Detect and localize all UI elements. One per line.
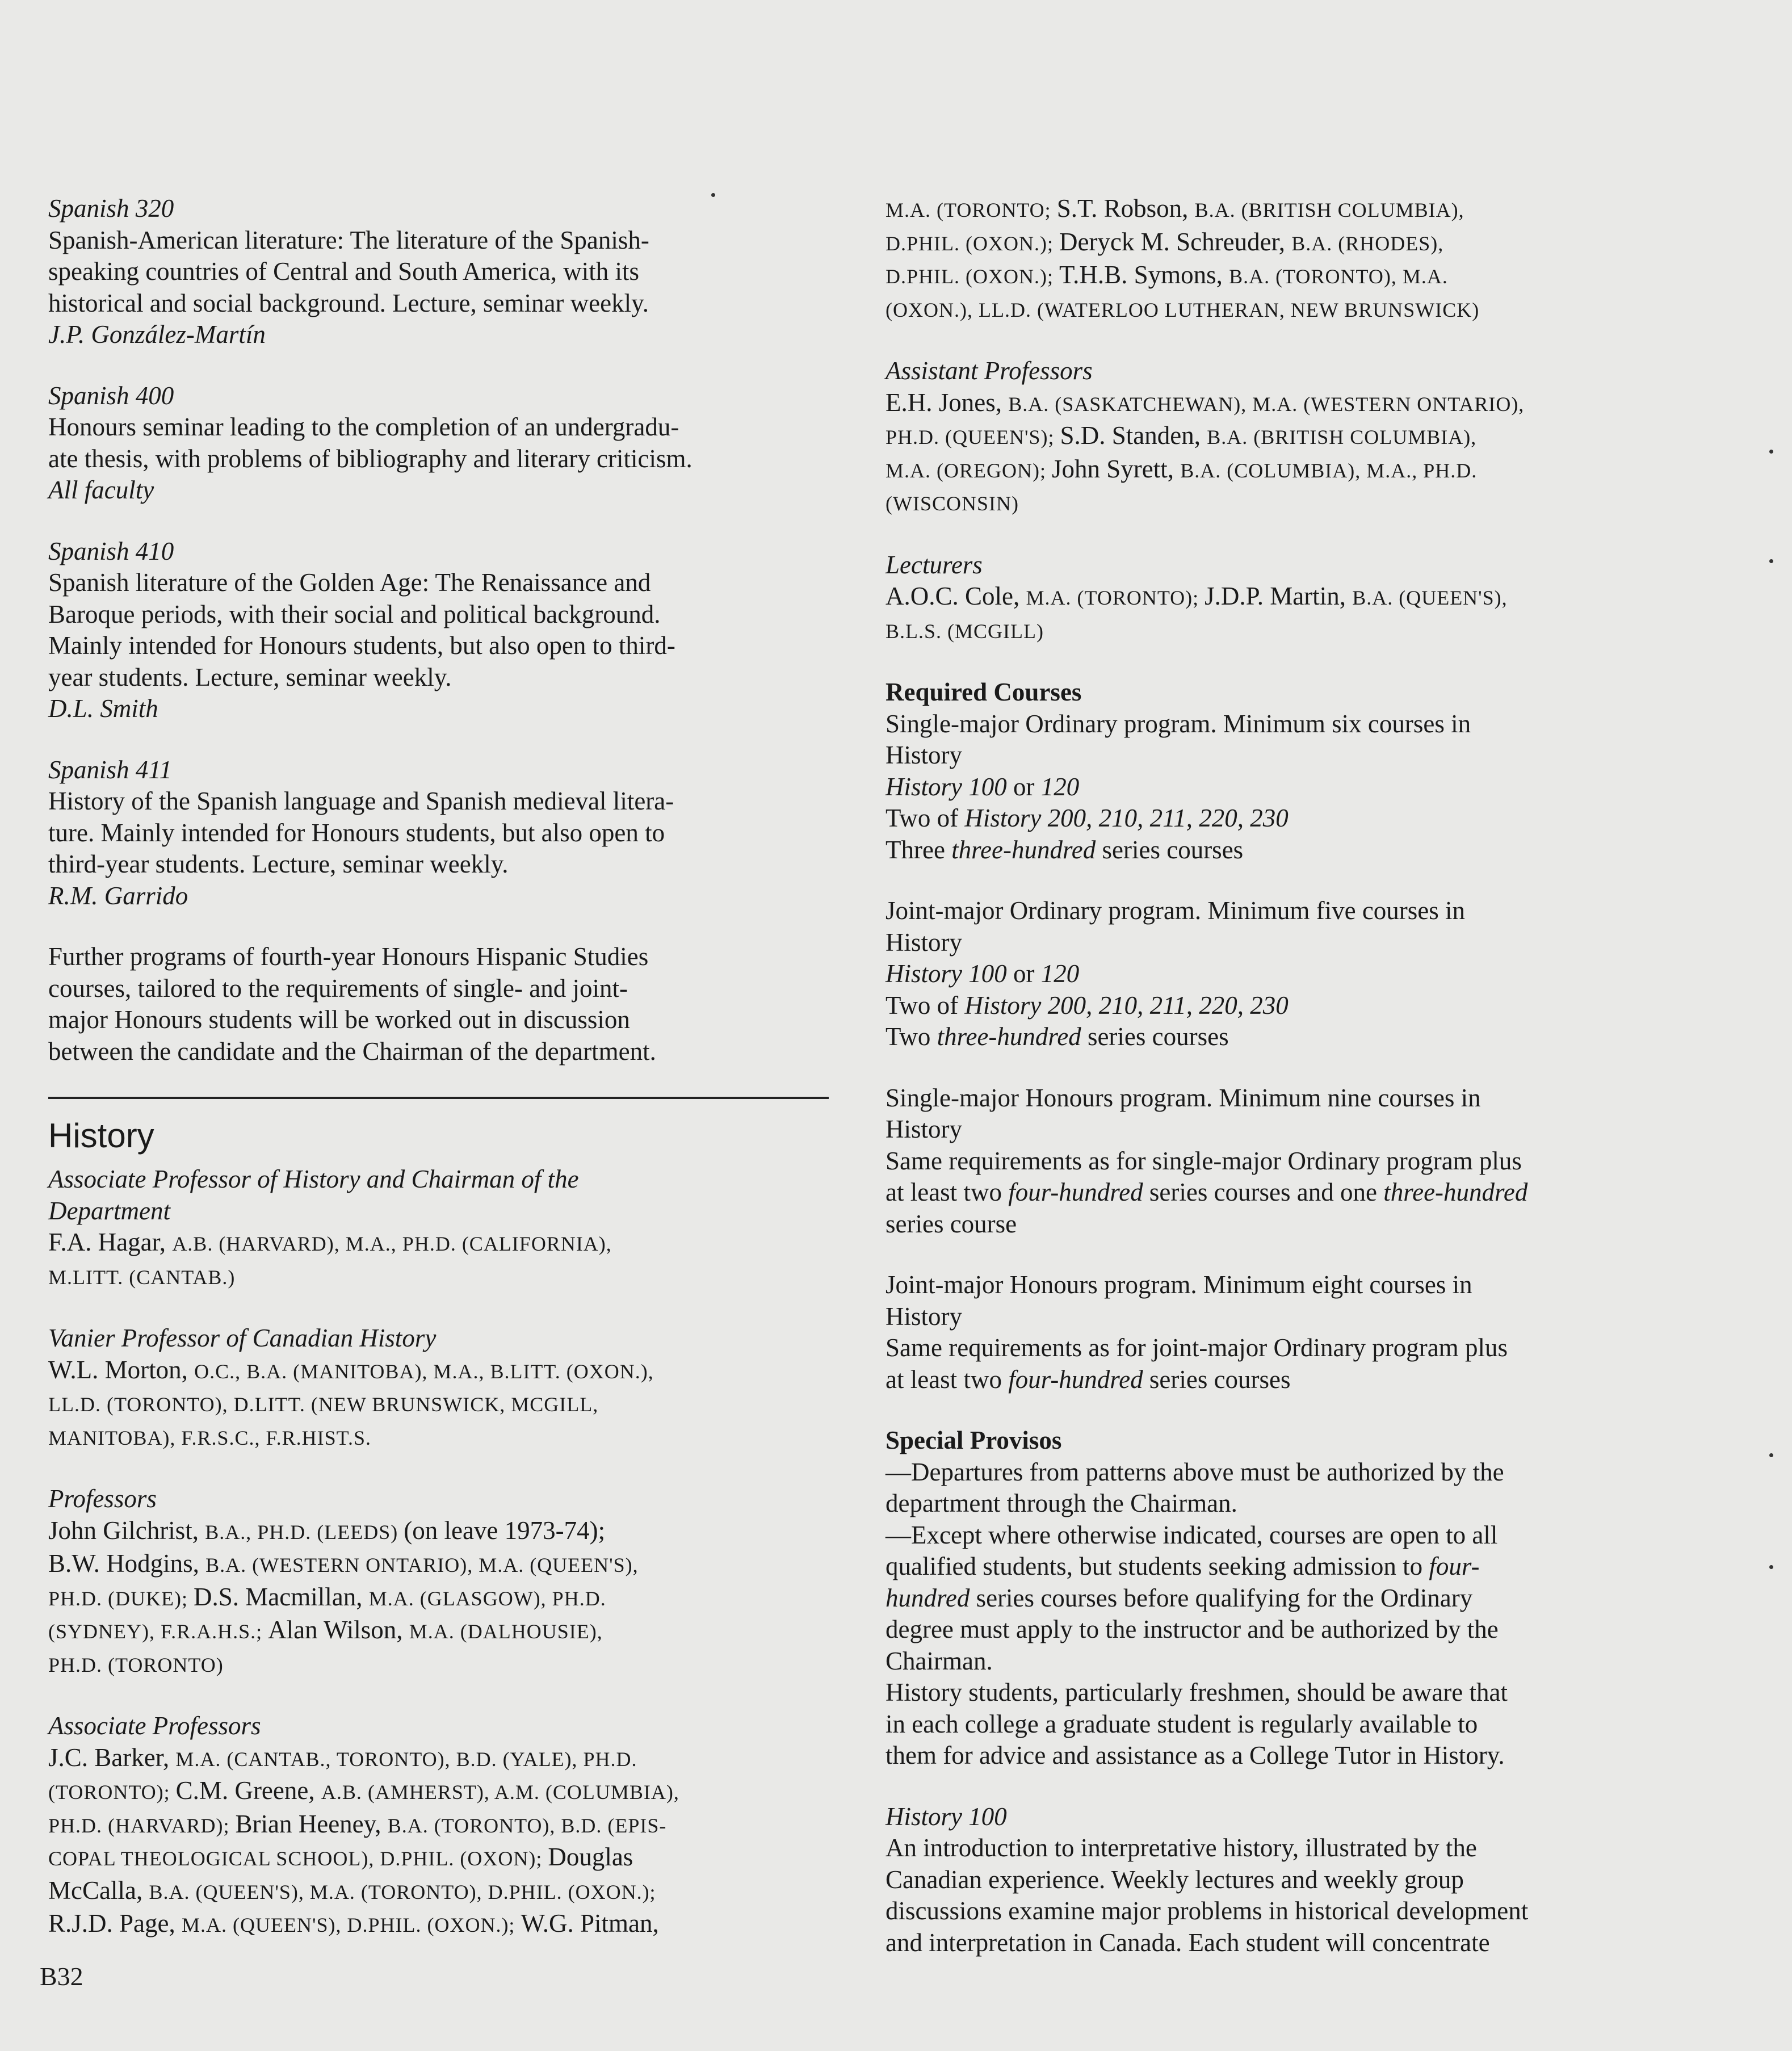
credentials: M.A. (OREGON);	[885, 459, 1052, 482]
credentials: B.A. (WESTERN ONTARIO), M.A. (QUEEN'S),	[205, 1554, 639, 1576]
text-line	[48, 1260, 837, 1294]
text-segment: B.W. Hodgins,	[48, 1549, 206, 1578]
text-line	[885, 259, 1697, 293]
text-segment: and interpretation in Canada. Each student will concentrate	[885, 1928, 1490, 1957]
text-segment: Three	[885, 835, 952, 864]
text-line: Baroque periods, with their social and political background.	[48, 599, 661, 628]
text-line	[885, 927, 1697, 959]
page-number: B32	[40, 1962, 83, 1991]
text-segment: J.D.P. Martin,	[1205, 582, 1353, 610]
subheading: Required Courses	[885, 678, 1082, 706]
text-line	[48, 1548, 837, 1582]
text-line	[885, 420, 1697, 454]
course-heading: Spanish 320	[48, 194, 174, 223]
text-segment: four-hundred	[1008, 1178, 1149, 1206]
text-line	[885, 293, 1697, 326]
text-segment: Douglas	[548, 1843, 633, 1871]
text-line	[885, 581, 1697, 614]
credentials: M.A. (GLASGOW), PH.D.	[368, 1587, 606, 1610]
text-segment: Same requirements as for single-major Ordinary program plus	[885, 1146, 1522, 1175]
text-line: J.P. González-Martín	[48, 320, 266, 349]
text-line	[885, 355, 1697, 387]
course-entry	[48, 536, 837, 725]
text-segment: History students, particularly freshmen, should be aware that	[885, 1678, 1508, 1706]
text-line	[885, 1209, 1697, 1240]
text-segment: An introduction to interpretative history, illustrated by the	[885, 1834, 1477, 1862]
content-block	[885, 1425, 1697, 1772]
text-line	[885, 1083, 1697, 1114]
credentials: B.A. (BRITISH COLUMBIA),	[1207, 426, 1477, 448]
text-segment: Assistant Professors	[885, 356, 1093, 385]
text-line: speaking countries of Central and South America, with its	[48, 257, 640, 286]
text-segment: History 100	[885, 959, 1013, 988]
course-heading: Spanish 411	[48, 755, 172, 784]
credentials: B.A. (TORONTO), M.A.	[1229, 265, 1448, 288]
text-line	[48, 1227, 837, 1260]
text-segment: F.A. Hagar,	[48, 1228, 173, 1256]
text-segment: R.J.D. Page,	[48, 1909, 182, 1937]
text-line	[48, 1323, 837, 1354]
text-line	[885, 486, 1697, 520]
text-segment: D.S. Macmillan,	[193, 1582, 369, 1611]
credentials: (WISCONSIN)	[885, 492, 1019, 515]
text-line	[885, 1864, 1697, 1896]
credentials: A.B. (AMHERST), A.M. (COLUMBIA),	[321, 1781, 679, 1803]
text-segment: 120	[1040, 772, 1080, 801]
text-line	[885, 1677, 1697, 1709]
left-column	[48, 193, 837, 1971]
text-segment: W.G. Pitman,	[521, 1909, 659, 1937]
text-line	[885, 1927, 1697, 1959]
text-segment: W.L. Morton,	[48, 1355, 195, 1384]
text-line	[48, 1710, 837, 1742]
right-column	[885, 193, 1697, 1988]
text-line: third-year students. Lecture, seminar weekly.	[48, 850, 509, 878]
credentials: D.PHIL. (OXON.);	[885, 232, 1059, 255]
text-line	[885, 1832, 1697, 1864]
text-line: between the candidate and the Chairman of the department.	[48, 1037, 656, 1066]
credentials: B.A. (QUEEN'S), M.A. (TORONTO), D.PHIL. (OXON.);	[149, 1880, 656, 1903]
text-line	[885, 1301, 1697, 1333]
text-segment: History	[885, 1302, 962, 1331]
text-segment: Brian Heeney,	[235, 1809, 388, 1838]
text-segment: S.D. Standen,	[1060, 421, 1207, 450]
text-segment: three-hundred	[951, 835, 1102, 864]
text-segment: T.H.B. Symons,	[1059, 261, 1229, 289]
text-segment: series courses	[1087, 1022, 1229, 1051]
text-segment: E.H. Jones,	[885, 388, 1009, 417]
text-segment: C.M. Greene,	[175, 1776, 321, 1805]
course-heading: Spanish 400	[48, 381, 174, 410]
text-segment: Joint-major Honours program. Minimum eight courses in	[885, 1270, 1472, 1299]
text-segment: or	[1013, 772, 1041, 801]
faculty-group	[48, 1710, 837, 1941]
text-segment: discussions examine major problems in historical development	[885, 1897, 1529, 1925]
text-line	[885, 895, 1697, 927]
text-segment: History	[885, 928, 962, 957]
text-line	[48, 1842, 837, 1875]
course-entry	[48, 941, 837, 1067]
credentials: B.A. (QUEEN'S),	[1352, 586, 1508, 609]
section-divider	[48, 1097, 829, 1099]
text-segment: three-hundred	[937, 1022, 1088, 1051]
text-segment: them for advice and assistance as a College Tutor in History.	[885, 1741, 1505, 1769]
text-segment: Associate Professor of History and Chairman of the	[48, 1165, 579, 1193]
credentials: M.A. (TORONTO;	[885, 199, 1057, 221]
text-line: Spanish-American literature: The literature of the Spanish-	[48, 225, 649, 254]
text-line	[48, 1421, 837, 1454]
faculty-group	[48, 1323, 837, 1454]
text-segment: —Except where otherwise indicated, courses are open to all	[885, 1520, 1498, 1549]
course-entry	[48, 193, 837, 351]
text-line	[885, 677, 1697, 708]
text-segment: series courses	[1149, 1365, 1291, 1394]
text-segment: four-	[1429, 1552, 1480, 1580]
text-segment: three-hundred	[1383, 1178, 1528, 1206]
text-segment: Deryck M. Schreuder,	[1059, 227, 1292, 256]
text-line	[885, 958, 1697, 990]
text-segment: Two of	[885, 991, 965, 1020]
text-line: courses, tailored to the requirements of single- and joint-	[48, 974, 628, 1003]
text-line	[48, 1483, 837, 1515]
text-line: Mainly intended for Honours students, but also open to third-	[48, 631, 675, 660]
credentials: M.A. (TORONTO);	[1026, 586, 1205, 609]
text-segment: Joint-major Ordinary program. Minimum five courses in	[885, 896, 1466, 925]
text-line: historical and social background. Lecture, seminar weekly.	[48, 288, 649, 317]
text-segment: Vanier Professor of Canadian History	[48, 1324, 437, 1352]
text-segment: hundred	[885, 1583, 976, 1612]
text-segment: History	[885, 1115, 962, 1143]
spanish-course-list	[48, 193, 837, 1067]
text-segment: 120	[1040, 959, 1080, 988]
text-line	[885, 1425, 1697, 1457]
text-line: Further programs of fourth-year Honours Hispanic Studies	[48, 942, 649, 971]
text-line	[48, 1742, 837, 1776]
text-line	[885, 387, 1697, 421]
text-line	[885, 193, 1697, 227]
text-line	[48, 1164, 837, 1196]
text-line	[885, 1614, 1697, 1646]
text-line	[48, 1648, 837, 1681]
credentials: (OXON.), LL.D. (WATERLOO LUTHERAN, NEW BRUNSWICK)	[885, 298, 1480, 321]
text-segment: at least two	[885, 1178, 1009, 1206]
text-segment: Same requirements as for joint-major Ordinary program plus	[885, 1333, 1508, 1362]
history-faculty-list	[48, 1164, 837, 1941]
history-requirements	[885, 193, 1697, 1958]
credentials: B.A., PH.D. (LEEDS)	[205, 1520, 404, 1544]
text-segment: S.T. Robson,	[1056, 194, 1195, 223]
content-block	[885, 1269, 1697, 1395]
text-segment: Lecturers	[885, 550, 983, 579]
text-line	[885, 1709, 1697, 1740]
credentials: O.C., B.A. (MANITOBA), M.A., B.LITT. (OXON.),	[194, 1360, 654, 1383]
text-segment: degree must apply to the instructor and be authorized by the	[885, 1615, 1499, 1643]
content-block	[885, 895, 1697, 1053]
course-entry	[48, 380, 837, 506]
text-line: All faculty	[48, 476, 154, 504]
text-line: ture. Mainly intended for Honours students, but also open to	[48, 818, 665, 847]
text-segment: —Departures from patterns above must be authorized by the	[885, 1457, 1504, 1486]
print-speck	[1769, 1453, 1773, 1457]
text-segment: department through the Chairman.	[885, 1489, 1237, 1517]
text-segment: History 200, 210, 211, 220, 230	[964, 991, 1289, 1020]
text-line	[885, 1364, 1697, 1396]
subheading: Special Provisos	[885, 1426, 1062, 1454]
content-block	[885, 193, 1697, 326]
text-segment: J.C. Barker,	[48, 1743, 176, 1772]
credentials: D.PHIL. (OXON.);	[885, 265, 1059, 288]
content-block	[885, 677, 1697, 866]
text-segment: Department	[48, 1196, 170, 1225]
text-segment: History 100	[885, 1802, 1007, 1831]
text-segment: Chairman.	[885, 1646, 993, 1675]
text-line	[48, 1196, 837, 1227]
credentials: PH.D. (HARVARD);	[48, 1814, 236, 1837]
credentials: PH.D. (DUKE);	[48, 1587, 194, 1610]
text-line	[885, 1520, 1697, 1551]
content-block	[885, 355, 1697, 520]
credentials: PH.D. (TORONTO)	[48, 1653, 224, 1676]
text-line	[885, 1801, 1697, 1833]
text-segment: John Syrett,	[1051, 454, 1181, 483]
text-segment: Single-major Ordinary program. Minimum six courses in	[885, 709, 1471, 738]
text-segment: series courses before qualifying for the Ordinary	[976, 1583, 1473, 1612]
credentials: M.A. (QUEEN'S), D.PHIL. (OXON.);	[182, 1914, 521, 1936]
text-line: Spanish literature of the Golden Age: The Renaissance and	[48, 568, 651, 597]
text-line: R.M. Garrido	[48, 881, 188, 910]
text-segment: Associate Professors	[48, 1712, 261, 1740]
content-block	[885, 550, 1697, 648]
text-line	[885, 550, 1697, 581]
content-block	[885, 1801, 1697, 1959]
text-segment: History	[885, 741, 962, 769]
text-segment: series courses	[1102, 835, 1244, 864]
credentials: B.A. (TORONTO), B.D. (EPIS-	[387, 1814, 667, 1837]
text-segment: at least two	[885, 1365, 1009, 1394]
content-block	[885, 1083, 1697, 1240]
text-line: ate thesis, with problems of bibliography and literary criticism.	[48, 444, 693, 473]
credentials: M.LITT. (CANTAB.)	[48, 1265, 236, 1289]
text-line	[885, 1177, 1697, 1209]
text-line	[885, 1740, 1697, 1772]
credentials: B.L.S. (MCGILL)	[885, 619, 1044, 643]
text-segment: History 200, 210, 211, 220, 230	[964, 804, 1289, 832]
credentials: A.B. (HARVARD), M.A., PH.D. (CALIFORNIA),	[172, 1232, 612, 1255]
text-line	[885, 834, 1697, 866]
text-line	[885, 990, 1697, 1022]
text-segment: Alan Wilson,	[268, 1616, 409, 1644]
text-segment: Single-major Honours program. Minimum nine courses in	[885, 1083, 1481, 1112]
print-speck	[1769, 450, 1773, 454]
text-segment: McCalla,	[48, 1876, 149, 1905]
text-line	[48, 1354, 837, 1388]
text-line	[885, 1269, 1697, 1301]
text-line	[885, 771, 1697, 803]
text-line	[885, 708, 1697, 740]
text-line: D.L. Smith	[48, 694, 158, 723]
text-line	[885, 1457, 1697, 1488]
credentials: B.A. (RHODES),	[1291, 232, 1444, 255]
text-line: year students. Lecture, seminar weekly.	[48, 662, 452, 691]
text-line	[885, 1114, 1697, 1146]
text-line	[885, 1895, 1697, 1927]
print-speck	[1769, 1565, 1773, 1569]
text-segment: in each college a graduate student is regularly available to	[885, 1709, 1478, 1738]
text-line	[885, 803, 1697, 834]
credentials: B.A. (SASKATCHEWAN), M.A. (WESTERN ONTARIO),	[1008, 392, 1525, 416]
text-segment: or	[1013, 959, 1041, 988]
text-line	[885, 614, 1697, 648]
text-line	[885, 1021, 1697, 1053]
faculty-group	[48, 1483, 837, 1681]
text-line	[885, 1583, 1697, 1614]
text-segment: series courses and one	[1149, 1178, 1384, 1206]
credentials: M.A. (CANTAB., TORONTO), B.D. (YALE), PH.D.	[175, 1747, 637, 1771]
text-segment: (on leave 1973-74);	[404, 1516, 606, 1545]
text-line: major Honours students will be worked out in discussion	[48, 1005, 630, 1034]
text-segment: History 100	[885, 772, 1013, 801]
text-segment: John Gilchrist,	[48, 1516, 205, 1545]
text-line	[48, 1908, 837, 1941]
text-line	[885, 1551, 1697, 1583]
text-segment: Canadian experience. Weekly lectures and weekly group	[885, 1865, 1464, 1894]
text-line	[885, 740, 1697, 771]
text-line	[48, 1582, 837, 1615]
print-speck	[1769, 559, 1773, 563]
text-line	[885, 1646, 1697, 1677]
text-line	[48, 1515, 837, 1549]
section-title-history: History	[48, 1117, 154, 1155]
print-speck	[711, 193, 715, 197]
text-line: History of the Spanish language and Spanish medieval litera-	[48, 787, 674, 815]
credentials: COPAL THEOLOGICAL SCHOOL), D.PHIL. (OXON);	[48, 1847, 548, 1870]
text-segment: Two	[885, 1022, 937, 1051]
text-segment: A.O.C. Cole,	[885, 582, 1026, 610]
text-line	[885, 1488, 1697, 1520]
credentials: M.A. (DALHOUSIE),	[409, 1620, 603, 1643]
text-line	[48, 1809, 837, 1842]
credentials: MANITOBA), F.R.S.C., F.R.HIST.S.	[48, 1426, 372, 1449]
text-line	[885, 1332, 1697, 1364]
credentials: B.A. (BRITISH COLUMBIA),	[1194, 199, 1464, 221]
text-segment: Professors	[48, 1484, 157, 1513]
text-line	[885, 454, 1697, 487]
credentials: (SYDNEY), F.R.A.H.S.;	[48, 1620, 268, 1643]
credentials: B.A. (COLUMBIA), M.A., PH.D.	[1180, 459, 1478, 482]
credentials: (TORONTO);	[48, 1781, 176, 1803]
text-line	[48, 1775, 837, 1809]
text-line	[48, 1614, 837, 1648]
faculty-group	[48, 1164, 837, 1293]
text-segment: series course	[885, 1209, 1017, 1238]
text-line	[885, 227, 1697, 260]
text-line	[48, 1387, 837, 1421]
text-line: Honours seminar leading to the completion of an undergradu-	[48, 413, 679, 441]
credentials: LL.D. (TORONTO), D.LITT. (NEW BRUNSWICK, MCGILL,	[48, 1393, 599, 1416]
course-heading: Spanish 410	[48, 536, 174, 565]
text-segment: qualified students, but students seeking admission to	[885, 1552, 1429, 1580]
text-segment: four-hundred	[1008, 1365, 1149, 1394]
credentials: PH.D. (QUEEN'S);	[885, 426, 1060, 448]
text-line	[885, 1146, 1697, 1177]
text-segment: Two of	[885, 804, 965, 832]
text-line	[48, 1875, 837, 1909]
course-entry	[48, 754, 837, 912]
